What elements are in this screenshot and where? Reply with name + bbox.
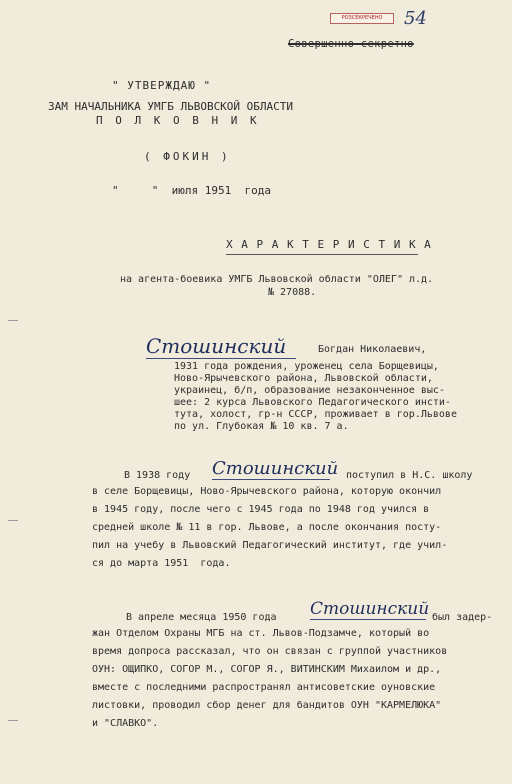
education-suffix: поступил в Н.С. школу (346, 470, 473, 481)
bio-line-3: украинец, б/п, образование незаконченное выс- (174, 385, 445, 396)
education-line-2: средней школе № 11 в гор. Львове, а после окончания посту- (92, 522, 442, 533)
subject-line-2: № 27088. (268, 287, 317, 298)
title-underline (226, 254, 418, 255)
detention-line-4: листовки, проводил сбор денег для бандитов ОУН "КАРМЕЛЮКА" (92, 700, 442, 711)
bio-line-2: Ново-Ярычевского района, Львовской области, (174, 373, 433, 384)
classification-mark: Совершенно секретно (288, 38, 414, 50)
declassified-stamp: РОЗСЕКРЕЧЕНО (330, 13, 394, 24)
detention-surname-handwritten: Стошинский (310, 599, 430, 619)
education-line-0: в селе Борщевицы, Ново-Ярычевского района, которую окончил (92, 486, 442, 497)
bio-line-0: Богдан Николаевич, (318, 344, 427, 355)
approval-rank: П О Л К О В Н И К (96, 114, 260, 127)
detention-line-2: ОУН: ОЩИПКО, СОГОР М., СОГОР Я., ВИТИНСКИМ Михаилом и др., (92, 664, 442, 675)
education-line-3: пил на учебу в Львовский Педагогический институт, где учил- (92, 540, 448, 551)
detention-line-1: время допроса рассказал, что он связан с группой участников (92, 646, 448, 657)
detention-line-5: и "СЛАВКО". (92, 718, 159, 729)
detention-line-3: вместе с последними распространял антисоветские оуновские (92, 682, 436, 693)
margin-tick (8, 720, 18, 721)
approval-title: " УТВЕРЖДАЮ " (112, 79, 212, 92)
education-prefix: В 1938 году (124, 470, 191, 481)
bio-line-6: по ул. Глубокая № 10 кв. 7 а. (174, 421, 349, 432)
margin-tick (8, 520, 18, 521)
detention-line-0: жан Отделом Охраны МГБ на ст. Львов-Подзамче, который во (92, 628, 430, 639)
education-line-4: ся до марта 1951 года. (92, 558, 231, 569)
margin-tick (8, 320, 18, 321)
approval-name: ( ФОКИН ) (144, 150, 231, 163)
folio-number: 54 (404, 8, 427, 29)
bio-line-5: тута, холост, гр-н СССР, проживает в гор.Львове (174, 409, 457, 420)
detention-prefix: В апреле месяца 1950 года (126, 612, 277, 623)
bio-line-4: шее: 2 курса Львовского Педагогического инсти- (174, 397, 451, 408)
approval-position: ЗАМ НАЧАЛЬНИКА УМГБ ЛЬВОВСКОЙ ОБЛАСТИ (48, 100, 294, 113)
detention-suffix: был задер- (432, 612, 493, 623)
approval-date: " " июля 1951 года (112, 184, 271, 197)
bio-line-1: 1931 года рождения, уроженец села Борщевицы, (174, 361, 439, 372)
education-surname-handwritten: Стошинский (212, 458, 339, 479)
surname-handwritten: Стошинский (146, 334, 296, 359)
document-title: Х А Р А К Т Е Р И С Т И К А (226, 238, 432, 251)
education-line-1: в 1945 году, после чего с 1945 года по 1948 год учился в (92, 504, 430, 515)
subject-line-1: на агента-боевика УМГБ Львовской области "ОЛЕГ" л.д. (120, 274, 434, 285)
